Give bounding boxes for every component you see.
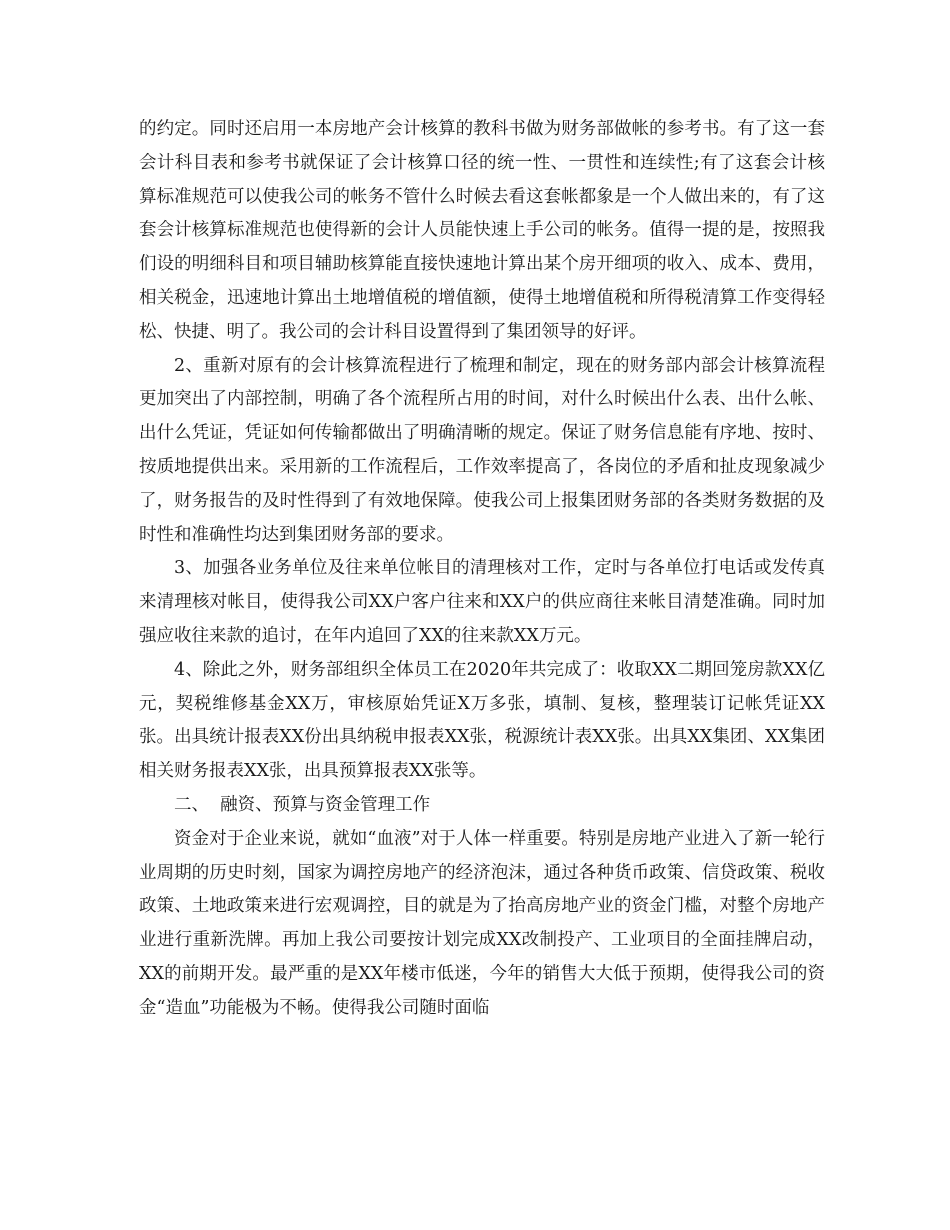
paragraph-funds: 资金对于企业来说，就如“血液”对于人体一样重要。特别是房地产业进入了新一轮行业周期的历史时刻，国家为调控房地产的经济泡沫，通过各种货币政策、信贷政策、税收政策、土地政策来进行宏观调控，目的就是为了抬高房地产业的资金门槛，对整个房地产业进行重新洗牌。再加上我公司要按计划完成XX改制投产、工业项目的全面挂牌启动，XX的前期开发。最严重的是XX年楼市低迷，今年的销售大大低于预期，使得我公司的资金“造血”功能极为不畅。使得我公司随时面临 — [139, 828, 825, 1018]
section-heading: 二、 融资、预算与资金管理工作 — [174, 794, 431, 815]
paragraph-continuation: 的约定。同时还启用一本房地产会计核算的教科书做为财务部做帐的参考书。有了这一套会计科目表和参考书就保证了会计核算口径的统一性、一贯性和连续性;有了这套会计核算标准规范可以使我公司的帐务不管什么时候去看这套帐都象是一个人做出来的，有了这套会计核算标准规范也使得新的会计人员能快速上手公司的帐务。值得一提的是，按照我们设的明细科目和项目辅助核算能直接快速地计算出某个房开细项的收入、成本、费用，相关税金，迅速地计算出土地增值税的增值额，使得土地增值税和所得税清算工作变得轻松、快捷、明了。我公司的会计科目设置得到了集团领导的好评。 — [139, 119, 825, 342]
paragraph-item-2: 2、重新对原有的会计核算流程进行了梳理和制定，现在的财务部内部会计核算流程更加突出了内部控制，明确了各个流程所占用的时间，对什么时候出什么表、出什么帐、出什么凭证，凭证如何传输都做出了明确清晰的规定。保证了财务信息能有序地、按时、按质地提供出来。采用新的工作流程后，工作效率提高了，各岗位的矛盾和扯皮现象减少了，财务报告的及时性得到了有效地保障。使我公司上报集团财务部的各类财务数据的及时性和准确性均达到集团财务部的要求。 — [139, 355, 825, 545]
paragraph-item-3: 3、加强各业务单位及往来单位帐目的清理核对工作，定时与各单位打电话或发传真来清理核对帐目，使得我公司XX户客户往来和XX户的供应商往来帐目清楚准确。同时加强应收往来款的追讨，在年内追回了XX的往来款XX万元。 — [139, 558, 825, 646]
document-page — [139, 113, 825, 1026]
paragraph-item-4: 4、除此之外，财务部组织全体员工在2020年共完成了：收取XX二期回笼房款XX亿元，契税维修基金XX万，审核原始凭证X万多张，填制、复核，整理装订记帐凭证XX张。出具统计报表XX份出具纳税申报表XX张，税源统计表XX张。出具XX集团、XX集团相关财务报表XX张，出具预算报表XX张等。 — [139, 659, 825, 782]
